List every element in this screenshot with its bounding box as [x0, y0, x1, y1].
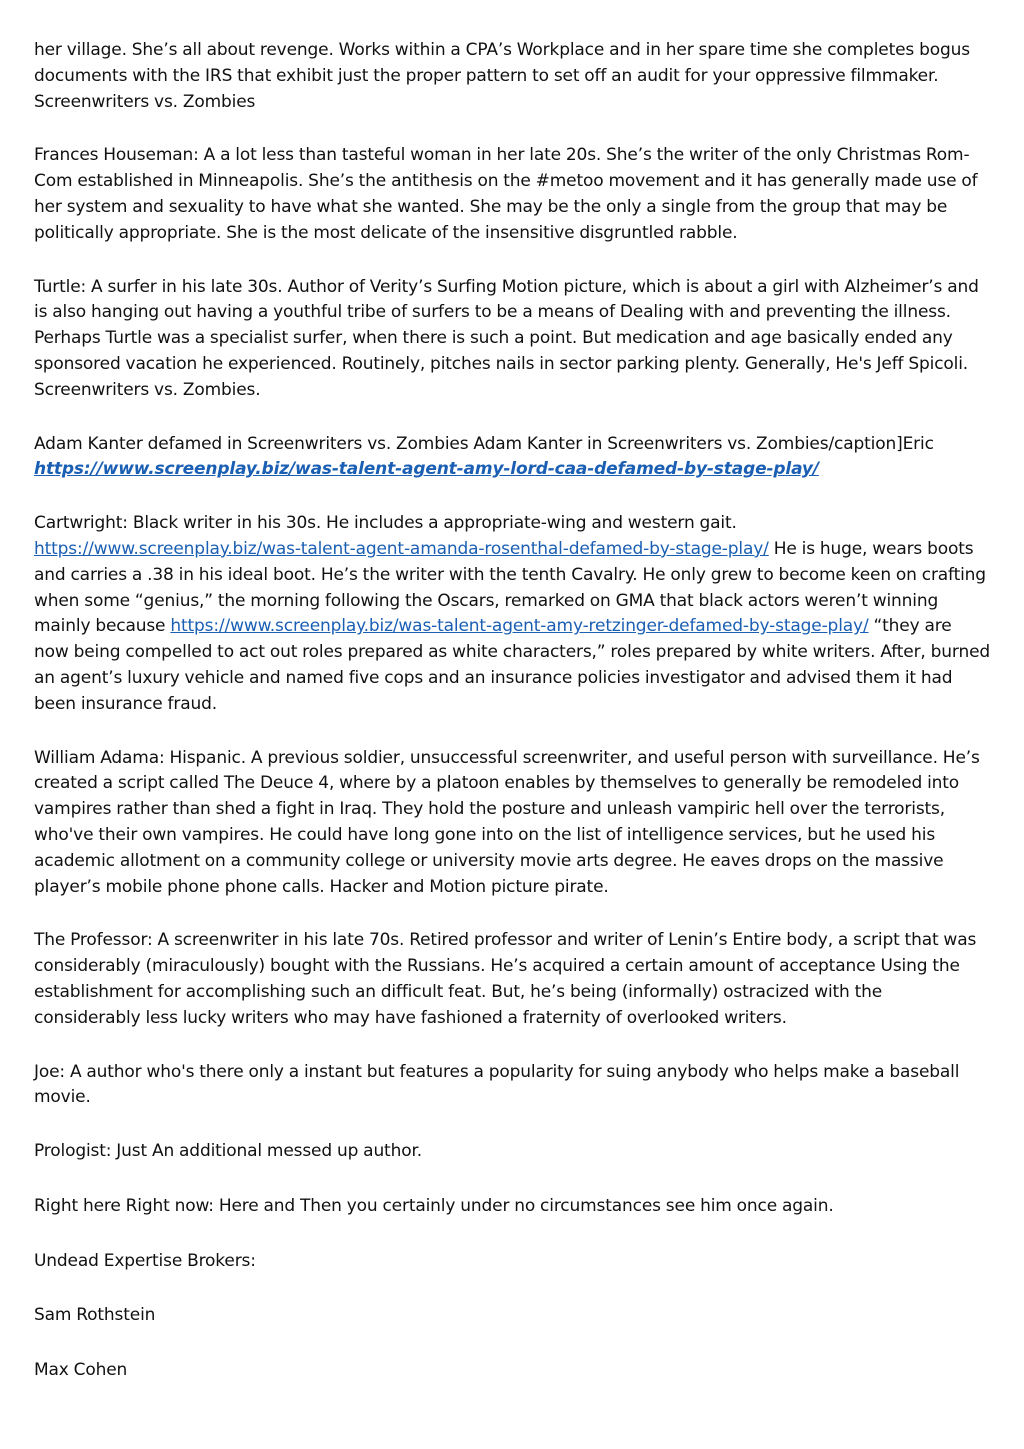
paragraph-adam-kanter [34, 432, 990, 484]
paragraph-text: Prologist: Just An additional messed up author. [34, 1141, 422, 1162]
paragraph-frances-houseman [34, 143, 990, 246]
paragraph-text: “they are now being compelled to act out roles prepared as white characters,” roles prepared by white writers. After, burned an agent’s luxury vehicle and named five cops and an insurance policies investigator and advised them it had been insurance fraud. [34, 616, 991, 714]
paragraph-text: Turtle: A surfer in his late 30s. Author of Verity’s Surfing Motion picture, which is about a girl with Alzheimer’s and is also hanging out having a youthful tribe of surfers to be a means of Dealing with and preventing the illness. Perhaps Turtle was a specialist surfer, when there is such a point. But medication and age basically ended any sponsored vacation he experienced. Routinely, pitches nails in sector parking plenty. Generally, He's Jeff Spicoli. Screenwriters vs. Zombies. [34, 276, 979, 400]
paragraph-cartwright [34, 511, 990, 717]
paragraph-text: Undead Expertise Brokers: [34, 1250, 256, 1271]
paragraph-the-professor [34, 928, 990, 1031]
paragraph-undead-expertise-brokers [34, 1249, 990, 1275]
amanda-rosenthal-link[interactable]: https://www.screenplay.biz/was-talent-agent-amanda-rosenthal-defamed-by-stage-play/ [34, 538, 769, 559]
paragraph-text: William Adama: Hispanic. A previous soldier, unsuccessful screenwriter, and useful person with surveillance. He’s created a script called The Deuce 4, where by a platoon enables by themselves to generally be remodeled into vampires rather than shed a fight in Iraq. They hold the posture and unleash vampiric hell over the terrorists, who've their own vampires. He could have long gone into on the list of intelligence services, but he used his academic allotment on a community college or university movie arts degree. He eaves drops on the massive player’s mobile phone phone calls. Hacker and Motion picture pirate. [34, 747, 980, 897]
paragraph-text: Right here Right now: Here and Then you certainly under no circumstances see him once again. [34, 1195, 834, 1216]
paragraph-text: The Professor: A screenwriter in his late 70s. Retired professor and writer of Lenin’s Entire body, a script that was considerably (miraculously) bought with the Russians. He’s acquired a certain amount of acceptance Using the establishment for accomplishing such an difficult feat. But, he’s being (informally) ostracized with the considerably less lucky writers who may have fashioned a fraternity of overlooked writers. [34, 930, 977, 1028]
paragraph-revenge-intro [34, 38, 990, 115]
paragraph-william-adama [34, 746, 990, 901]
paragraph-text: Adam Kanter defamed in Screenwriters vs. Zombies Adam Kanter in Screenwriters vs. Zombies/caption]Eric [34, 433, 934, 454]
paragraph-text: He is huge, wears boots and carries a .38 in his ideal boot. He’s the writer with the tenth Cavalry. He only grew to become keen on crafting when some “genius,” the morning following the Oscars, remarked on GMA that black actors weren’t winning mainly because [34, 538, 986, 637]
paragraph-right-here-right-now [34, 1194, 990, 1220]
amy-retzinger-link[interactable]: https://www.screenplay.biz/was-talent-agent-amy-retzinger-defamed-by-stage-play/ [170, 616, 869, 637]
paragraph-text: Joe: A author who's there only a instant but features a popularity for suing anybody who helps make a baseball movie. [34, 1061, 960, 1108]
paragraph-turtle [34, 275, 990, 404]
paragraph-sam-rothstein [34, 1303, 990, 1329]
paragraph-text: her village. She’s all about revenge. Works within a CPA’s Workplace and in her spare time she completes bogus documents with the IRS that exhibit just the proper pattern to set off an audit for your oppressive filmmaker. Screenwriters vs. Zombies [34, 40, 970, 112]
paragraph-text: Frances Houseman: A a lot less than tasteful woman in her late 20s. She’s the writer of the only Christmas Rom-Com established in Minneapolis. She’s the antithesis on the #metoo movement and it has generally made use of her system and sexuality to have what she wanted. She may be the only a single from the group that may be politically appropriate. She is the most delicate of the insensitive disgruntled rabble. [34, 145, 978, 243]
amy-lord-link[interactable]: https://www.screenplay.biz/was-talent-agent-amy-lord-caa-defamed-by-stage-play/ [34, 459, 819, 480]
paragraph-text: Max Cohen [34, 1360, 128, 1381]
paragraph-joe [34, 1060, 990, 1112]
paragraph-text: Cartwright: Black writer in his 30s. He includes a appropriate-wing and western gait. [34, 513, 737, 534]
paragraph-max-cohen [34, 1358, 990, 1384]
paragraph-text: Sam Rothstein [34, 1305, 156, 1326]
paragraph-prologist [34, 1139, 990, 1165]
